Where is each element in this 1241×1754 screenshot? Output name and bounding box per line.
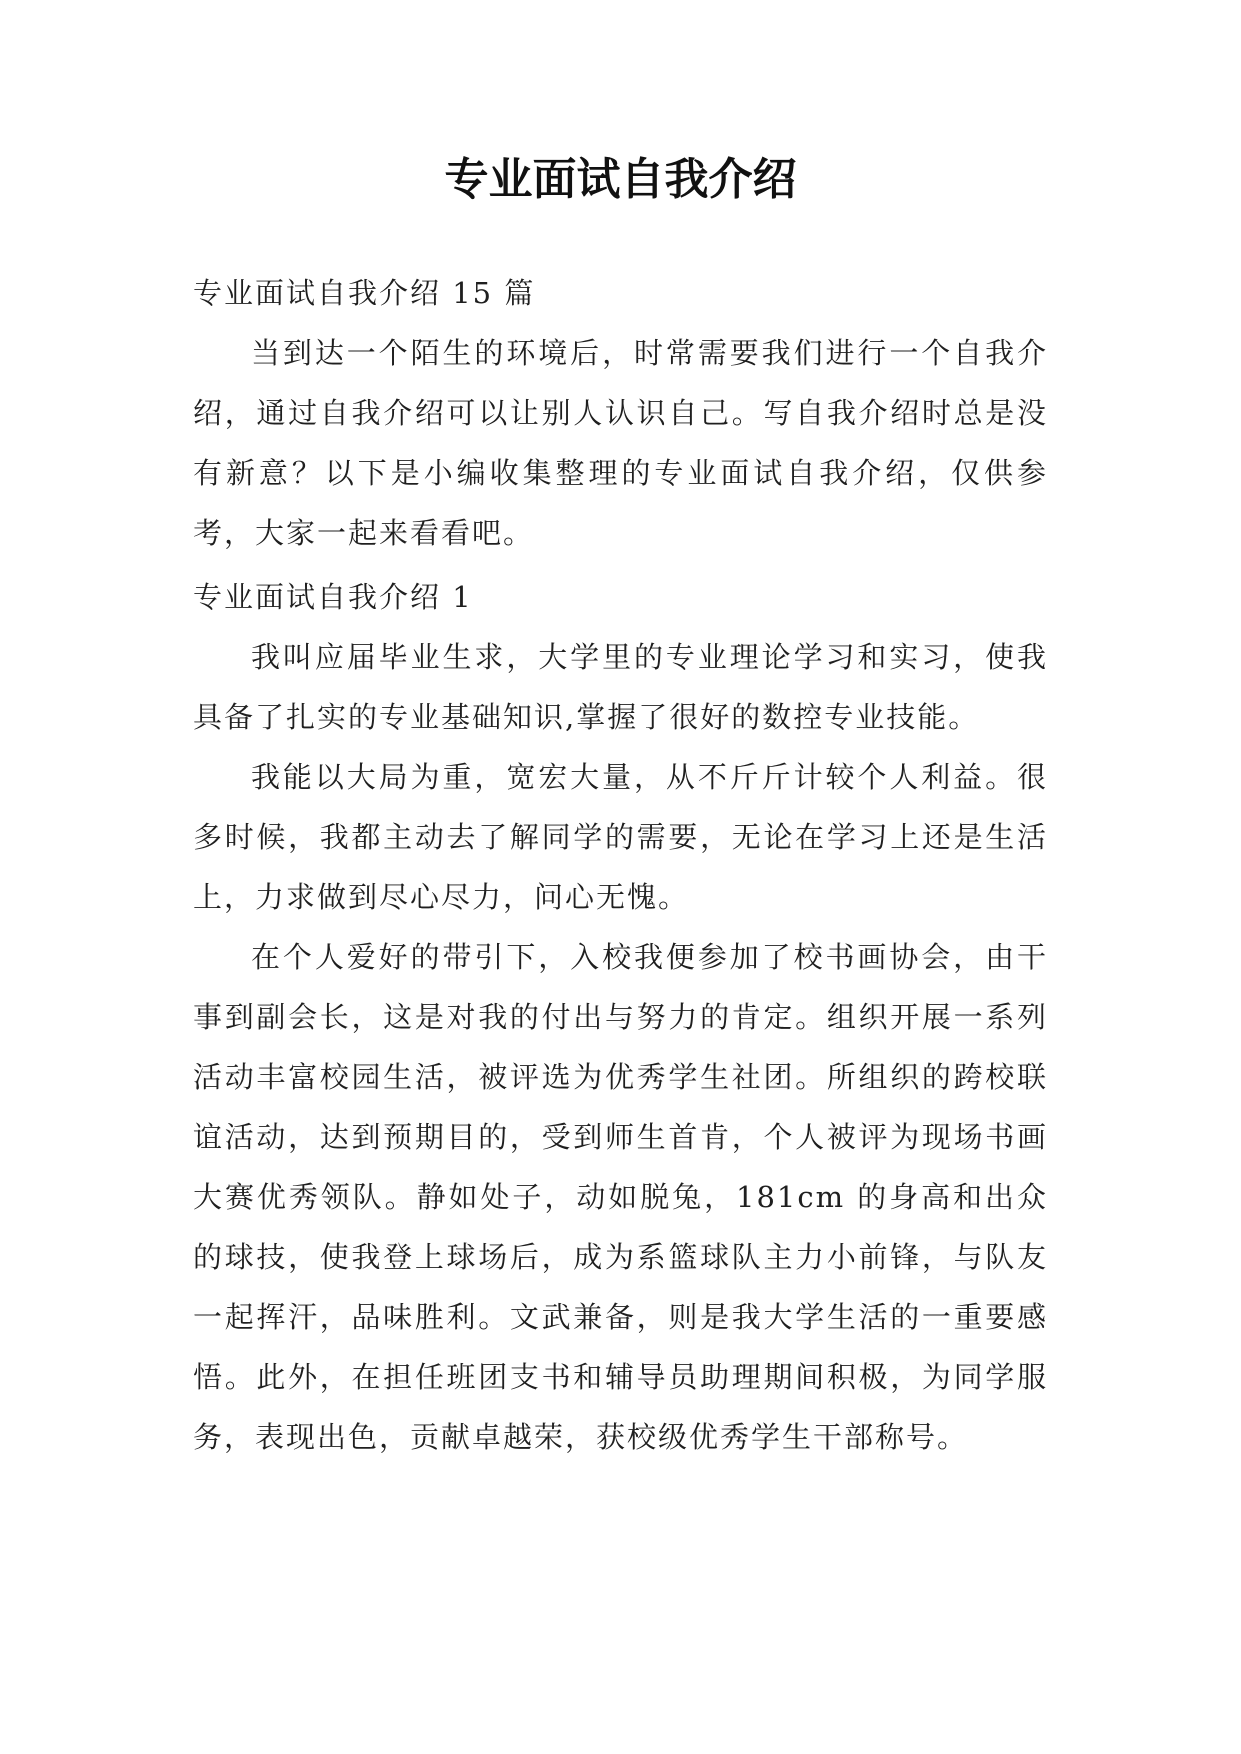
section-paragraph: 在个人爱好的带引下，入校我便参加了校书画协会，由干事到副会长，这是对我的付出与努力的肯定。组织开展一系列活动丰富校园生活，被评选为优秀学生社团。所组织的跨校联谊活动，达到预期目的，受到师生首肯，个人被评为现场书画大赛优秀领队。静如处子，动如脱兔，181cm 的身高和出众的球技，使我登上球场后，成为系篮球队主力小前锋，与队友一起挥汗，品味胜利。文武兼备，则是我大学生活的一重要感悟。此外，在担任班团支书和辅导员助理期间积极，为同学服务，表现出色，贡献卓越荣，获校级优秀学生干部称号。	[193, 940, 1048, 1454]
document-title: 专业面试自我介绍	[444, 154, 797, 205]
section-paragraph: 我能以大局为重，宽宏大量，从不斤斤计较个人利益。很多时候，我都主动去了解同学的需要，无论在学习上还是生活上，力求做到尽心尽力，问心无愧。	[193, 760, 1048, 914]
intro-subtitle: 专业面试自我介绍 15 篇	[193, 276, 536, 310]
intro-section	[193, 263, 1048, 563]
intro-paragraph: 当到达一个陌生的环境后，时常需要我们进行一个自我介绍，通过自我介绍可以让别人认识自己。写自我介绍时总是没有新意？以下是小编收集整理的专业面试自我介绍，仅供参考，大家一起来看看吧。	[193, 336, 1048, 550]
section-heading: 专业面试自我介绍 1	[193, 580, 473, 614]
section-paragraph: 我叫应届毕业生求，大学里的专业理论学习和实习，使我具备了扎实的专业基础知识,掌握了很好的数控专业技能。	[193, 640, 1048, 734]
section-1	[193, 567, 1048, 1467]
